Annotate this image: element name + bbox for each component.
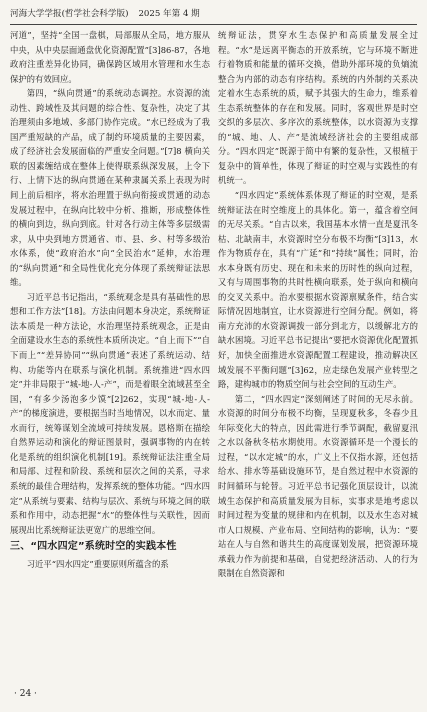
left-column — [10, 28, 210, 572]
section-heading: 三、“四水四定”系统时空的实践本性 — [10, 541, 177, 553]
right-column — [218, 28, 418, 581]
paragraph: 习近平“四水四定”重要原则所蕴含的系 — [26, 559, 169, 570]
paragraph: 习近平总书记指出，“系统观念是具有基础性的思想和工作方法”[18]。方法由问题本身决定，系统辩证法本质是一种方法论，水治理坚持系统观念，正是由全面建设水生态的系统性本质所决定。“自上而下”“自下而上”“差异协同”“纵向贯通”表述了系统运动、结构、功能等内在联系与演化机制。系统推进“四水四定”并非局限于“城-地-人-产”，而是着眼全流域甚至全国，“有多少汤泡多少馍”[2]262，实现“城-地-人-产”的梯度演进，要根据当时当地情况，以水而定、量水而行，统筹谋划全流域可持续发展。恩格斯在描绘自然界运动和演化的辩证图景时，强调事物的内在转化是系统的组织演化机制[19]。系统辩证法注重全局和局部、过程和阶段、系统和层次之间的关系，寻求系统的最佳合理结构，发挥系统的整体功能。“四水四定”从系统与要素、结构与层次、系统与环境之间的联系和作用中，动态把握“水”的整体性与关联性，因而展现出比系统辩证法更宽广的思维空间。 — [10, 291, 210, 535]
page-number: · 24 · — [14, 689, 37, 699]
journal-title: 河海大学学报(哲学社会科学版) — [10, 9, 129, 19]
running-header — [10, 7, 417, 21]
paragraph: 统辩证法，贯穿水生态保护和高质量发展全过程。“水”是远离平衡态的开放系统，它与环境不断进行着物质和能量的循环交换，借助外部环境的负熵流整合为内部的动态有序结构。系统的内外制约关系决定着水生态系统的质，赋予其强大的生命力，维系着生态系统整体的存在和发展。同时，客观世界是时空交织的多层次、多序次的系统整体，以水资源为支撑的“城、地、人、产”是流域经济社会的主要组成部分。“四水四定”既源于简中有繁的复杂性，又根植于复杂中的简单性，体现了辩证的时空观与实践性的有机统一。 — [218, 30, 418, 186]
header-rule — [10, 24, 417, 25]
paragraph: 第四，“纵向贯通”的系统动态调控。水资源的流动性、跨域性及其问题的综合性、复杂性，决定了其治理须由多地域、多部门协作完成。“水已经成为了我国严重短缺的产品，成了制约环境质量的主要因素，成了经济社会发展面临的严重安全问题。”[7]8 横向关联的因素缠结成在整体上使得联系纵深发展，上令下行、上情下达的纵向贯通在某种隶属关系上表现为时间上前后相序，将水治理置于纵向衔接或贯通的动态发展过程中，在纵向比较中分析、推断，形成整体性的横向到边，纵向到底。针对各行动主体等多层级需求，从中央到地方贯通省、市、县、乡、村等多级治水体系，使“政府治水”向“全民治水”延伸，水治理的“纵向贯通”和全局性优化充分体现了系统辩证法思维。 — [10, 88, 210, 288]
paragraph: 第二，“四水四定”深刻阐述了时间的无尽永前。水资源的时间分布极不均衡，呈现夏秋多，冬春少且年际变化大的特点，因此需进行季节调配，截留夏汛之水以备秋冬枯水期使用。水资源循环是一个漫长的过程，“以水定城”的水，广义上不仅指水源，还包括给水、排水等基础设施环节，是自然过程中水资源的时间循环与轮替。习近平总书记强化顶层设计，以流域生态保护和高质量发展为目标，实事求是地考虑以时间过程为变量的规律和内在机制，以及水生态对城市人口规模、产业布局、空间结构的影响，认为：“要站在人与自然和谐共生的高度谋划发展，把资源环境承载力作为前提和基础，自觉把经济活动、人的行为限制在自然资源和 — [218, 393, 418, 579]
paragraph: “四水四定”系统体系体现了辩证的时空观，是系统辩证法在时空维度上的具体化。第一，蕴含着空间的无尽关系。“自古以来，我国基本水情一直是夏汛冬枯、北缺南丰，水资源时空分布极不均衡”[3]13，水作为物质存在，具有“广延”和“持续”属性；同时，治水本身既有历史、现在和未来的历时性的纵向过程，又有与周围事物的共时性横向联系，处于纵向和横向的交叉关系中。治水要根据水资源禀赋条件，结合实际情况因地制宜，让水资源进行空间分配。例如，将南方充沛的水资源调拨一部分到北方，以缓解北方的缺水困境。习近平总书记提出“要把水资源优化配置抓好，加快全面推进水资源配置工程建设，推动解决区域发展不平衡问题”[3]62，应走绿色发展产业转型之路，建构城市的物质空间与社会空间的互动生产。 — [218, 190, 418, 390]
paragraph: 河道”，坚持“全国一盘棋，局部服从全局，地方服从中央，从中央层面通盘优化资源配置”[3]86-87，各地政府注重差异化协同，确保跨区域用水管理和水生态保护的有效回应。 — [10, 30, 210, 84]
issue-label: 2025 年第 4 期 — [138, 9, 200, 19]
